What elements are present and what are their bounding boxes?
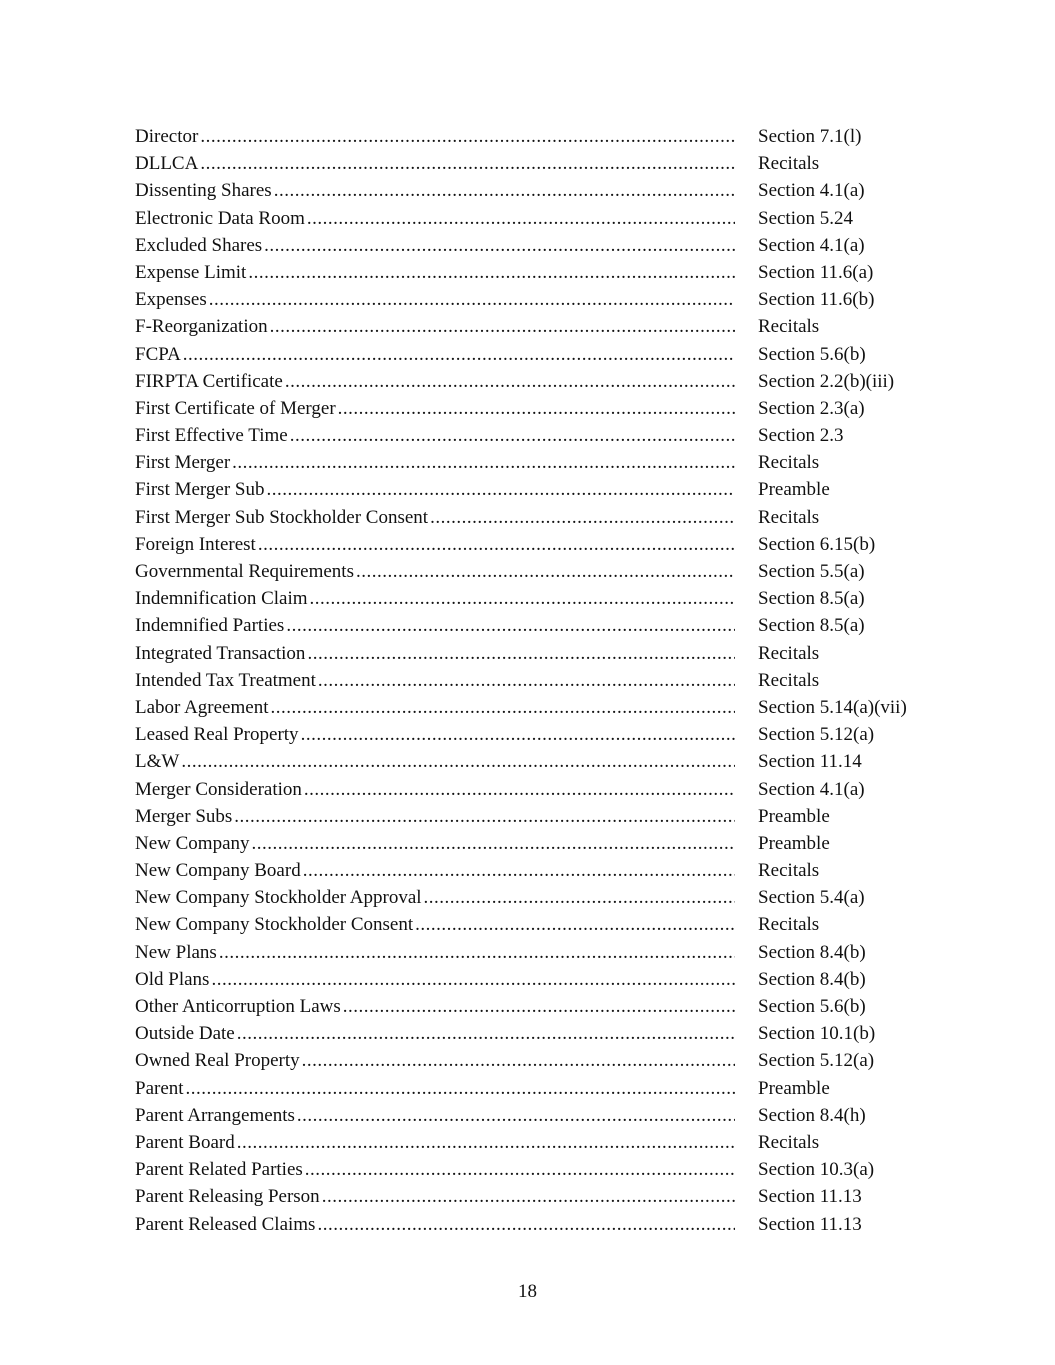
index-entry — [135, 721, 935, 748]
dot-leader — [258, 531, 735, 558]
index-entry — [135, 1102, 935, 1129]
index-term-cell — [135, 476, 735, 503]
dot-leader — [211, 966, 735, 993]
index-term-cell — [135, 558, 735, 585]
index-entry — [135, 313, 935, 340]
index-term-cell — [135, 830, 735, 857]
section-reference: Section 5.4(a) — [758, 887, 865, 909]
section-reference: Preamble — [758, 832, 830, 854]
section-reference: Recitals — [758, 506, 820, 528]
index-term-cell — [135, 531, 735, 558]
index-term-cell — [135, 422, 735, 449]
index-term-cell — [135, 150, 735, 177]
index-entry — [135, 123, 935, 150]
index-entry — [135, 640, 935, 667]
dot-leader — [209, 286, 735, 313]
section-reference: Section 5.6(b) — [758, 996, 866, 1017]
dot-leader — [200, 123, 735, 150]
dot-leader — [248, 259, 735, 286]
index-entry — [135, 476, 935, 503]
index-term-cell — [135, 177, 735, 204]
dot-leader — [285, 368, 735, 395]
dot-leader — [301, 721, 735, 748]
section-reference: Section 5.24 — [758, 207, 853, 229]
section-reference: Section 8.4(b) — [758, 941, 866, 963]
index-term-cell — [135, 286, 735, 313]
section-reference: Section 2.3 — [758, 425, 844, 447]
dot-leader — [237, 1020, 735, 1047]
defined-term: FCPA — [135, 343, 181, 365]
index-term-cell — [135, 341, 735, 368]
defined-term: First Certificate of Merger — [135, 397, 336, 419]
defined-term: Dissenting Shares — [135, 180, 272, 202]
section-reference: Section 5.14(a)(vii) — [758, 696, 907, 718]
defined-term: Merger Consideration — [135, 778, 302, 800]
section-reference: Recitals — [758, 642, 820, 664]
index-entry — [135, 1211, 935, 1238]
index-term-cell — [135, 1075, 735, 1102]
defined-term: Indemnified Parties — [135, 615, 285, 637]
dot-leader — [290, 422, 735, 449]
index-term-cell — [135, 667, 735, 694]
dot-leader — [297, 1102, 735, 1129]
index-term-cell — [135, 313, 735, 340]
defined-term: Parent Releasing Person — [135, 1186, 320, 1208]
defined-term: Parent — [135, 1077, 184, 1099]
defined-terms-index — [135, 123, 935, 1238]
index-entry — [135, 395, 935, 422]
section-reference: Section 11.6(b) — [758, 289, 875, 311]
defined-term: First Effective Time — [135, 425, 288, 447]
dot-leader — [305, 1156, 735, 1183]
index-entry — [135, 259, 935, 286]
index-term-cell — [135, 694, 735, 721]
index-entry — [135, 558, 935, 585]
section-reference: Section 11.14 — [758, 751, 862, 773]
section-reference: Recitals — [758, 1131, 820, 1153]
dot-leader — [186, 1075, 735, 1102]
index-term-cell — [135, 748, 735, 775]
section-reference: Preamble — [758, 805, 830, 827]
section-reference: Section 4.1(a) — [758, 234, 865, 256]
dot-leader — [343, 993, 735, 1020]
section-reference: Section 8.5(a) — [758, 588, 865, 610]
index-term-cell — [135, 1156, 735, 1183]
index-entry — [135, 286, 935, 313]
defined-term: Electronic Data Room — [135, 207, 305, 229]
section-reference: Recitals — [758, 153, 820, 175]
defined-term: Other Anticorruption Laws — [135, 996, 341, 1017]
defined-term: Parent Related Parties — [135, 1159, 303, 1181]
section-reference: Section 5.12(a) — [758, 724, 875, 746]
defined-term: L&W — [135, 751, 180, 773]
index-term-cell — [135, 939, 735, 966]
dot-leader — [270, 313, 735, 340]
section-reference: Section 11.6(a) — [758, 261, 874, 283]
defined-term: DLLCA — [135, 153, 199, 175]
section-reference: Section 10.1(b) — [758, 1023, 876, 1045]
defined-term: Integrated Transaction — [135, 642, 306, 664]
index-entry — [135, 803, 935, 830]
index-term-cell — [135, 585, 735, 612]
dot-leader — [356, 558, 735, 585]
defined-term: Expenses — [135, 289, 207, 311]
defined-term: New Company Stockholder Approval — [135, 887, 422, 909]
index-term-cell — [135, 232, 735, 259]
index-entry — [135, 966, 935, 993]
index-term-cell — [135, 640, 735, 667]
dot-leader — [424, 884, 735, 911]
section-reference: Section 4.1(a) — [758, 180, 865, 202]
section-reference: Section 2.2(b)(iii) — [758, 370, 895, 392]
defined-term: New Plans — [135, 941, 217, 963]
defined-term: New Company — [135, 832, 250, 854]
dot-leader — [338, 395, 735, 422]
defined-term: First Merger Sub — [135, 479, 265, 501]
index-entry — [135, 667, 935, 694]
defined-term: First Merger — [135, 452, 231, 474]
dot-leader — [286, 612, 735, 639]
defined-term: Merger Subs — [135, 805, 233, 827]
defined-term: Expense Limit — [135, 261, 247, 283]
dot-leader — [430, 504, 735, 531]
index-entry — [135, 232, 935, 259]
index-term-cell — [135, 1047, 735, 1074]
index-entry — [135, 830, 935, 857]
section-reference: Section 8.4(h) — [758, 1104, 866, 1126]
index-term-cell — [135, 721, 735, 748]
index-term-cell — [135, 993, 735, 1020]
dot-leader — [304, 776, 735, 803]
dot-leader — [237, 1129, 735, 1156]
dot-leader — [264, 232, 735, 259]
index-term-cell — [135, 123, 735, 150]
page-number: 18 — [518, 1281, 537, 1302]
defined-term: Foreign Interest — [135, 533, 256, 555]
index-term-cell — [135, 1183, 735, 1210]
index-entry — [135, 884, 935, 911]
index-entry — [135, 911, 935, 938]
dot-leader — [310, 585, 735, 612]
dot-leader — [322, 1183, 735, 1210]
defined-term: Indemnification Claim — [135, 588, 308, 610]
index-entry — [135, 449, 935, 476]
section-reference: Section 11.13 — [758, 1213, 862, 1235]
section-reference: Section 5.12(a) — [758, 1050, 875, 1072]
defined-term: Governmental Requirements — [135, 561, 354, 582]
index-entry — [135, 341, 935, 368]
index-entry — [135, 531, 935, 558]
defined-term: Director — [135, 126, 199, 147]
section-reference: Preamble — [758, 1077, 830, 1099]
index-term-cell — [135, 966, 735, 993]
defined-term: New Company Stockholder Consent — [135, 914, 414, 936]
index-term-cell — [135, 612, 735, 639]
index-entry — [135, 150, 935, 177]
index-entry — [135, 939, 935, 966]
dot-leader — [318, 667, 735, 694]
dot-leader — [234, 803, 735, 830]
defined-term: F-Reorganization — [135, 316, 268, 338]
dot-leader — [232, 449, 735, 476]
index-entry — [135, 694, 935, 721]
section-reference: Section 5.6(b) — [758, 343, 866, 365]
section-reference: Recitals — [758, 860, 820, 882]
index-entry — [135, 748, 935, 775]
dot-leader — [181, 748, 735, 775]
dot-leader — [266, 476, 735, 503]
index-term-cell — [135, 1129, 735, 1156]
dot-leader — [302, 1047, 735, 1074]
index-entry — [135, 205, 935, 232]
index-entry — [135, 585, 935, 612]
dot-leader — [317, 1211, 735, 1238]
dot-leader — [252, 830, 735, 857]
section-reference: Section 5.5(a) — [758, 561, 865, 582]
defined-term: New Company Board — [135, 860, 301, 882]
defined-term: Outside Date — [135, 1023, 235, 1045]
index-entry — [135, 1129, 935, 1156]
index-term-cell — [135, 1102, 735, 1129]
index-entry — [135, 1075, 935, 1102]
defined-term: Parent Board — [135, 1131, 235, 1153]
dot-leader — [183, 341, 735, 368]
index-term-cell — [135, 449, 735, 476]
section-reference: Section 7.1(l) — [758, 126, 862, 147]
index-term-cell — [135, 504, 735, 531]
defined-term: FIRPTA Certificate — [135, 370, 283, 392]
index-entry — [135, 612, 935, 639]
defined-term: Owned Real Property — [135, 1050, 300, 1072]
index-entry — [135, 1156, 935, 1183]
index-entry — [135, 993, 935, 1020]
index-term-cell — [135, 911, 735, 938]
index-entry — [135, 422, 935, 449]
section-reference: Recitals — [758, 669, 820, 691]
section-reference: Recitals — [758, 914, 820, 936]
defined-term: Intended Tax Treatment — [135, 669, 316, 691]
section-reference: Section 4.1(a) — [758, 778, 865, 800]
dot-leader — [303, 857, 735, 884]
index-term-cell — [135, 857, 735, 884]
section-reference: Section 6.15(b) — [758, 533, 876, 555]
defined-term: Labor Agreement — [135, 696, 269, 718]
index-entry — [135, 1183, 935, 1210]
defined-term: Parent Released Claims — [135, 1213, 316, 1235]
index-term-cell — [135, 776, 735, 803]
dot-leader — [270, 694, 735, 721]
defined-term: Excluded Shares — [135, 234, 263, 256]
dot-leader — [307, 640, 735, 667]
index-entry — [135, 776, 935, 803]
index-term-cell — [135, 803, 735, 830]
section-reference: Section 10.3(a) — [758, 1159, 875, 1181]
index-term-cell — [135, 884, 735, 911]
dot-leader — [200, 150, 735, 177]
index-entry — [135, 368, 935, 395]
defined-term: Parent Arrangements — [135, 1104, 295, 1126]
index-entry — [135, 177, 935, 204]
defined-term: Old Plans — [135, 968, 210, 990]
section-reference: Section 8.4(b) — [758, 968, 866, 990]
defined-term: First Merger Sub Stockholder Consent — [135, 506, 429, 528]
index-term-cell — [135, 395, 735, 422]
index-term-cell — [135, 1211, 735, 1238]
defined-term: Leased Real Property — [135, 724, 299, 746]
section-reference: Recitals — [758, 452, 820, 474]
index-term-cell — [135, 205, 735, 232]
index-term-cell — [135, 1020, 735, 1047]
dot-leader — [219, 939, 735, 966]
section-reference: Section 11.13 — [758, 1186, 862, 1208]
index-entry — [135, 1047, 935, 1074]
index-term-cell — [135, 259, 735, 286]
dot-leader — [307, 205, 735, 232]
section-reference: Recitals — [758, 316, 820, 338]
index-term-cell — [135, 368, 735, 395]
section-reference: Section 2.3(a) — [758, 397, 865, 419]
section-reference: Preamble — [758, 479, 830, 501]
dot-leader — [415, 911, 735, 938]
section-reference: Section 8.5(a) — [758, 615, 865, 637]
index-entry — [135, 857, 935, 884]
index-entry — [135, 504, 935, 531]
index-entry — [135, 1020, 935, 1047]
dot-leader — [274, 177, 735, 204]
